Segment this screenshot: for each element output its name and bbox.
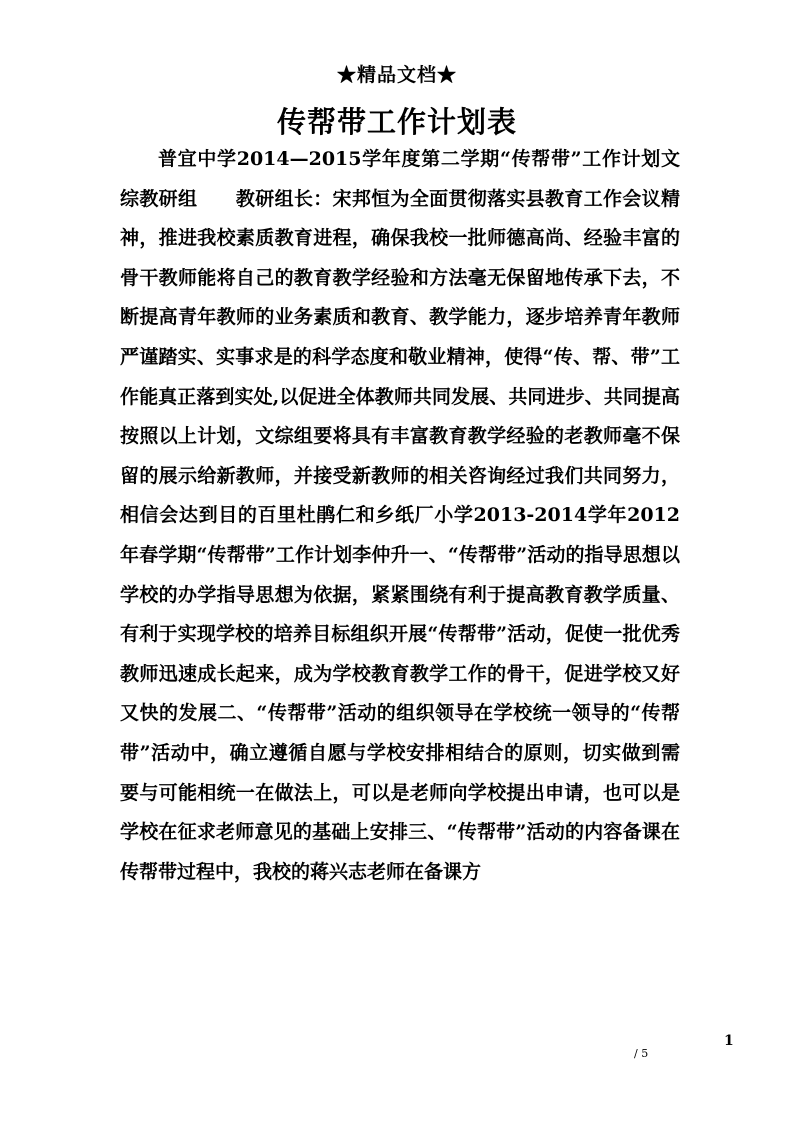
body-paragraph: 普宜中学2014—2015学年度第二学期“传帮带”工作计划文综教研组 教研组长：宋邦恒为全面贯彻落实县教育工作会议精神，推进我校素质教育进程，确保我校一批师德高尚、经验丰富的骨干教师能将自己的教育教学经验和方法毫无保留地传承下去，不断提高青年教师的业务素质和教育、教学能力，逐步培养青年教师严谨踏实、实事求是的科学态度和敬业精神，使得“传、帮、带”工作能真正落到实处,以促进全体教师共同发展、共同进步、共同提高按照以上计划，文综组要将具有丰富教育教学经验的老教师毫不保留的展示给新教师，并接受新教师的相关咨询经过我们共同努力，相信会达到目的百里杜鹃仁和乡纸厂小学2013-2014学年2012年春学期“传帮带”工作计划李仲升一、“传帮带”活动的指导思想以学校的办学指导思想为依据，紧紧围绕有利于提高教育教学质量、有利于实现学校的培养目标组织开展“传帮带”活动，促使一批优秀教师迅速成长起来，成为学校教育教学工作的骨干，促进学校又好又快的发展二、“传帮带”活动的组织领导在学校统一领导的“传帮带”活动中，确立遵循自愿与学校安排相结合的原则，切实做到需要与可能相统一在做法上，可以是老师向学校提出申请，也可以是学校在征求老师意见的基础上安排三、“传帮带”活动的内容备课在传帮带过程中，我校的蒋兴志老师在备课方 (120, 148, 680, 883)
document-header: ★精品文档★ (336, 64, 457, 86)
page-number: 1 (724, 1033, 734, 1049)
document-title: 传帮带工作计划表 (276, 105, 517, 139)
page-total: / 5 (634, 1047, 649, 1060)
